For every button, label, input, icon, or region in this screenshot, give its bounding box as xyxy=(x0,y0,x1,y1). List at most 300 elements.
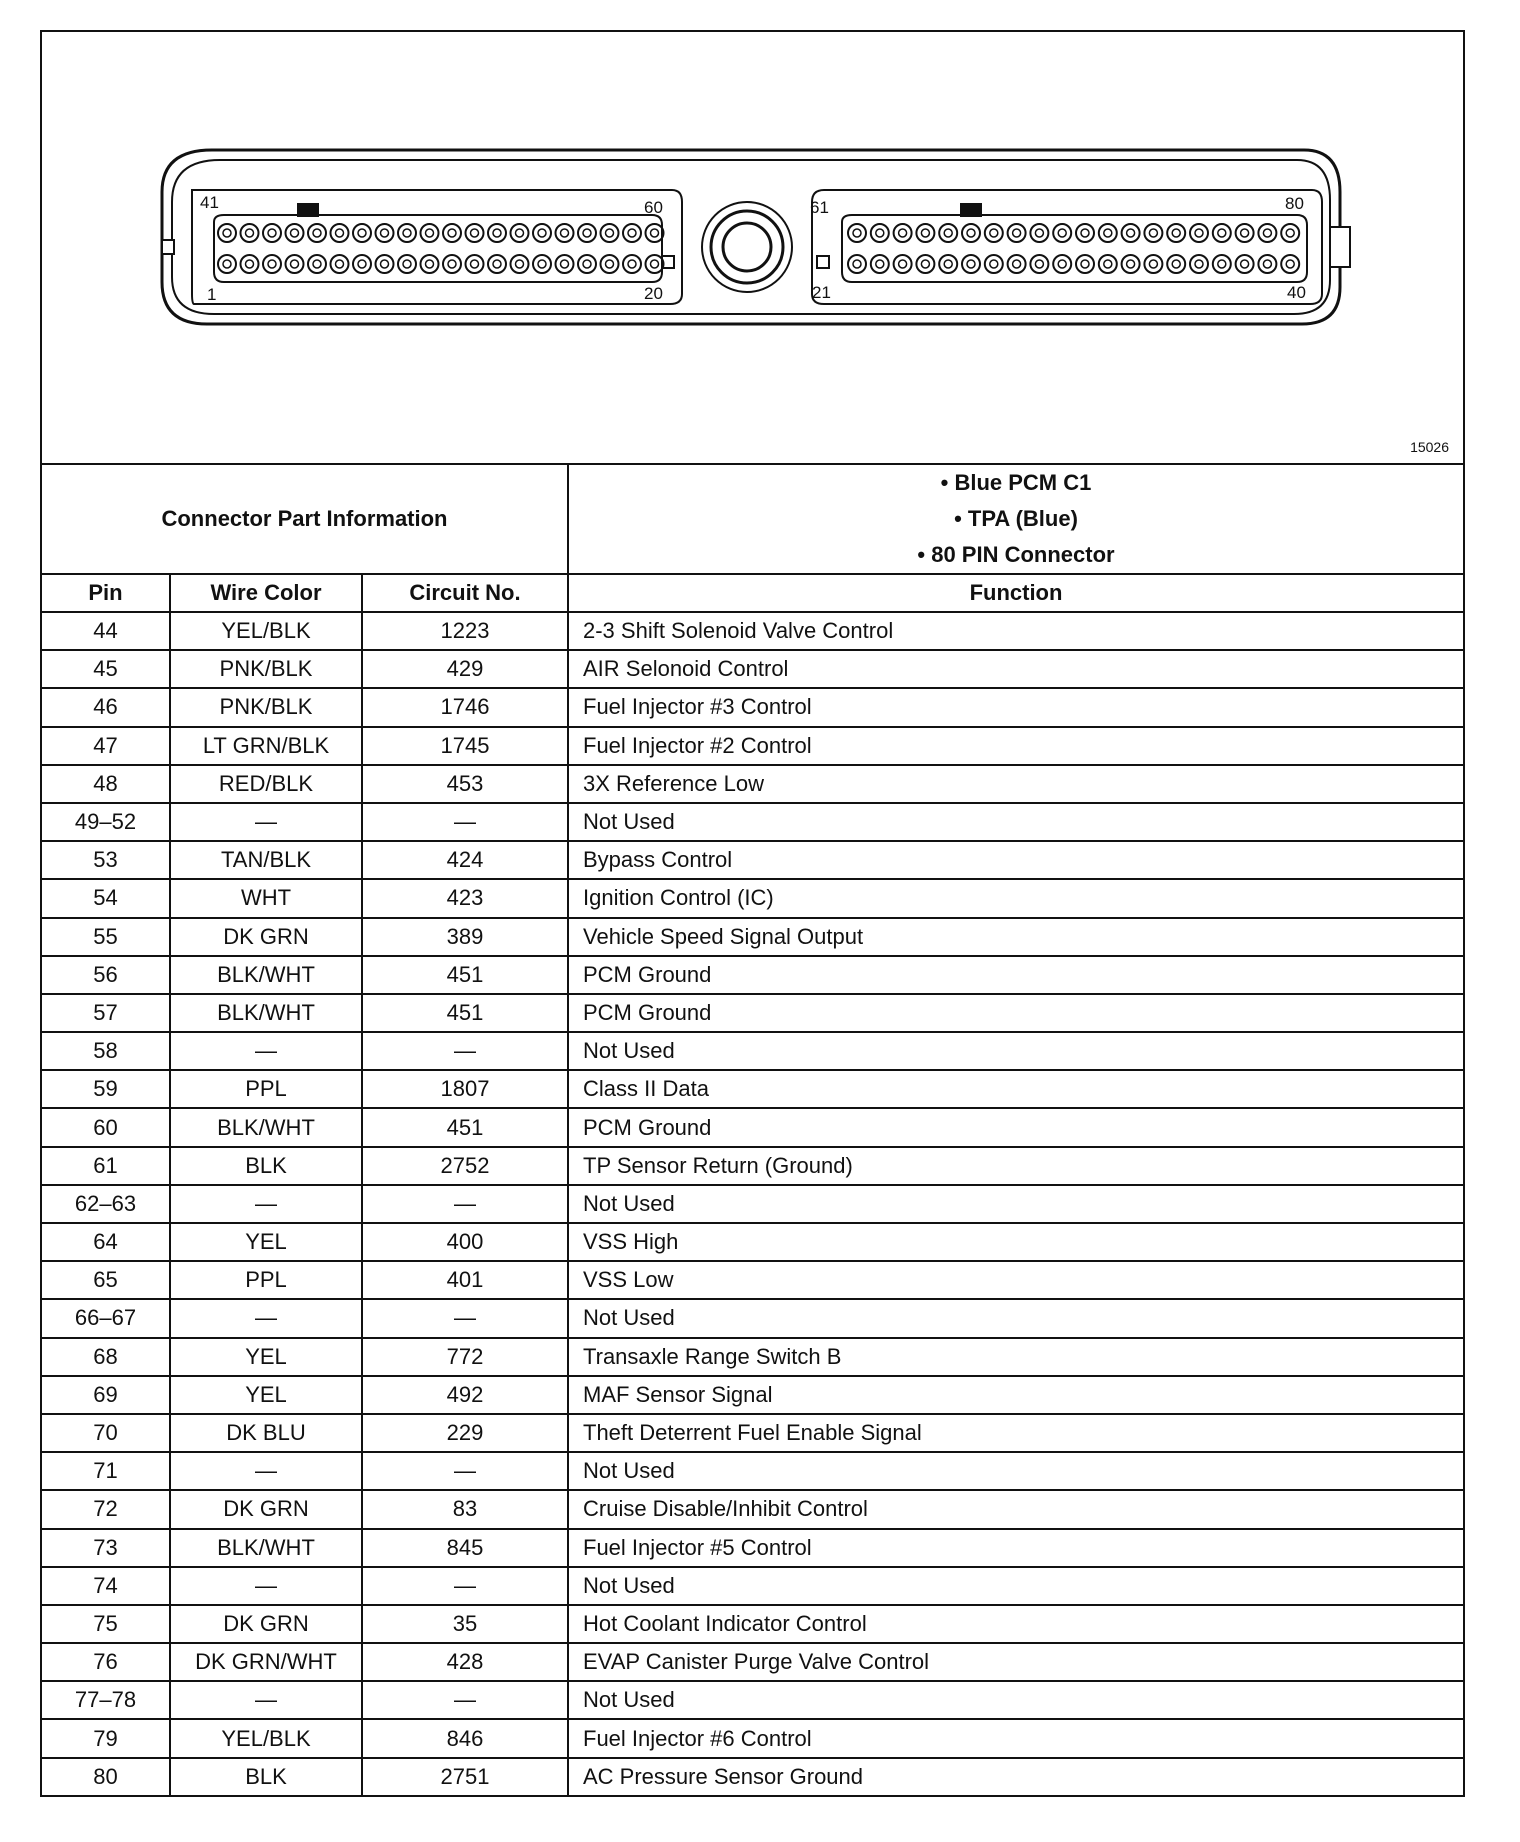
pin-cell: 48 xyxy=(42,765,170,803)
pin-cell: 68 xyxy=(42,1338,170,1376)
pin-hole-center xyxy=(628,229,636,237)
pin-hole-center xyxy=(1195,229,1203,237)
pin-cell: 60 xyxy=(42,1108,170,1146)
function-cell: Vehicle Speed Signal Output xyxy=(568,918,1463,956)
wire-color-cell: YEL xyxy=(170,1338,362,1376)
pin-hole-center xyxy=(246,229,254,237)
pin-hole-center xyxy=(853,229,861,237)
pin-hole-78 xyxy=(1236,224,1254,242)
pin-hole-center xyxy=(1058,260,1066,268)
pin-cell: 55 xyxy=(42,918,170,956)
pin-hole-45 xyxy=(308,224,326,242)
pin-hole-center xyxy=(493,260,501,268)
pin-hole-center xyxy=(1241,229,1249,237)
pin-hole-1 xyxy=(218,255,236,273)
pin-hole-center xyxy=(1058,229,1066,237)
pin-hole-center xyxy=(1218,229,1226,237)
table-row xyxy=(42,1414,1463,1452)
pin-hole-46 xyxy=(331,224,349,242)
table-row xyxy=(42,1681,1463,1719)
circuit-cell: 1745 xyxy=(362,727,568,765)
circuit-cell: 400 xyxy=(362,1223,568,1261)
pin-cell: 76 xyxy=(42,1643,170,1681)
pin-hole-25 xyxy=(939,255,957,273)
pin-cell: 46 xyxy=(42,688,170,726)
function-cell: Bypass Control xyxy=(568,841,1463,879)
pin-hole-49 xyxy=(398,224,416,242)
pin-hole-37 xyxy=(1213,255,1231,273)
circuit-cell: 451 xyxy=(362,956,568,994)
pin-cell: 58 xyxy=(42,1032,170,1070)
pin-hole-center xyxy=(358,229,366,237)
pin-cell: 53 xyxy=(42,841,170,879)
circuit-cell: 423 xyxy=(362,879,568,917)
pin-hole-17 xyxy=(578,255,596,273)
part-info-detail: • Blue PCM C1 xyxy=(940,470,1092,495)
wire-color-cell: YEL/BLK xyxy=(170,1719,362,1757)
pin-hole-center xyxy=(426,229,434,237)
pin-cell: 75 xyxy=(42,1605,170,1643)
pin-hole-62 xyxy=(871,224,889,242)
pin-cell: 71 xyxy=(42,1452,170,1490)
pin-hole-53 xyxy=(488,224,506,242)
pin-label-41: 41 xyxy=(200,193,219,212)
pin-hole-center xyxy=(1241,260,1249,268)
pin-hole-center xyxy=(291,260,299,268)
pin-hole-69 xyxy=(1030,224,1048,242)
pin-hole-center xyxy=(944,229,952,237)
pin-hole-center xyxy=(403,229,411,237)
pin-hole-30 xyxy=(1053,255,1071,273)
pin-hole-center xyxy=(1263,260,1271,268)
pin-hole-11 xyxy=(443,255,461,273)
pin-hole-center xyxy=(876,229,884,237)
header-pin: Pin xyxy=(42,574,170,612)
pin-hole-80 xyxy=(1281,224,1299,242)
pin-cell: 64 xyxy=(42,1223,170,1261)
table-row xyxy=(42,1490,1463,1528)
function-cell: AC Pressure Sensor Ground xyxy=(568,1758,1463,1795)
pin-hole-center xyxy=(1081,260,1089,268)
function-cell: EVAP Canister Purge Valve Control xyxy=(568,1643,1463,1681)
function-cell: MAF Sensor Signal xyxy=(568,1376,1463,1414)
function-cell: 3X Reference Low xyxy=(568,765,1463,803)
function-cell: Cruise Disable/Inhibit Control xyxy=(568,1490,1463,1528)
circuit-cell: — xyxy=(362,1185,568,1223)
table-row xyxy=(42,1758,1463,1795)
pin-cell: 49–52 xyxy=(42,803,170,841)
pin-label-21: 21 xyxy=(812,283,831,302)
pin-hole-center xyxy=(944,260,952,268)
wire-color-cell: RED/BLK xyxy=(170,765,362,803)
circuit-cell: 772 xyxy=(362,1338,568,1376)
pin-hole-33 xyxy=(1122,255,1140,273)
circuit-cell: — xyxy=(362,1567,568,1605)
part-info-detail: • TPA (Blue) xyxy=(954,506,1078,531)
header-wire-color: Wire Color xyxy=(170,574,362,612)
wire-color-cell: DK BLU xyxy=(170,1414,362,1452)
function-cell: Ignition Control (IC) xyxy=(568,879,1463,917)
wire-color-cell: — xyxy=(170,803,362,841)
pin-hole-center xyxy=(967,229,975,237)
pin-hole-center xyxy=(268,229,276,237)
pin-hole-65 xyxy=(939,224,957,242)
pin-hole-center xyxy=(1149,260,1157,268)
pin-hole-13 xyxy=(488,255,506,273)
pin-hole-center xyxy=(538,260,546,268)
table-row xyxy=(42,1643,1463,1681)
pin-cell: 73 xyxy=(42,1529,170,1567)
table-row xyxy=(42,612,1463,650)
function-cell: Fuel Injector #2 Control xyxy=(568,727,1463,765)
table-body xyxy=(42,612,1463,1795)
table-row xyxy=(42,1452,1463,1490)
pin-hole-center xyxy=(268,260,276,268)
wire-color-cell: YEL xyxy=(170,1376,362,1414)
pin-cell: 44 xyxy=(42,612,170,650)
table-row xyxy=(42,727,1463,765)
pin-cell: 62–63 xyxy=(42,1185,170,1223)
pin-row-21-40 xyxy=(848,255,1299,273)
pin-cell: 59 xyxy=(42,1070,170,1108)
wire-color-cell: BLK/WHT xyxy=(170,1529,362,1567)
pin-hole-79 xyxy=(1258,224,1276,242)
table-row xyxy=(42,1338,1463,1376)
pin-hole-58 xyxy=(601,224,619,242)
table-row xyxy=(42,1605,1463,1643)
pin-hole-38 xyxy=(1236,255,1254,273)
figure-number: 15026 xyxy=(1410,439,1449,455)
table-row xyxy=(42,918,1463,956)
pin-hole-center xyxy=(1127,260,1135,268)
pin-hole-42 xyxy=(241,224,259,242)
table-row xyxy=(42,1032,1463,1070)
left-key-tab xyxy=(297,203,319,217)
function-cell: Not Used xyxy=(568,1681,1463,1719)
circuit-cell: 1746 xyxy=(362,688,568,726)
circuit-cell: 429 xyxy=(362,650,568,688)
circuit-cell: 846 xyxy=(362,1719,568,1757)
wire-color-cell: DK GRN xyxy=(170,918,362,956)
pin-hole-center xyxy=(336,260,344,268)
pin-hole-center xyxy=(381,260,389,268)
pin-hole-77 xyxy=(1213,224,1231,242)
pin-hole-57 xyxy=(578,224,596,242)
function-cell: Hot Coolant Indicator Control xyxy=(568,1605,1463,1643)
pin-hole-54 xyxy=(511,224,529,242)
wire-color-cell: PPL xyxy=(170,1261,362,1299)
pin-hole-center xyxy=(921,229,929,237)
circuit-cell: 401 xyxy=(362,1261,568,1299)
pin-hole-center xyxy=(381,229,389,237)
pin-hole-center xyxy=(313,260,321,268)
pin-hole-68 xyxy=(1008,224,1026,242)
function-cell: Theft Deterrent Fuel Enable Signal xyxy=(568,1414,1463,1452)
table-row xyxy=(42,1108,1463,1146)
pin-hole-center xyxy=(899,229,907,237)
part-info-detail: • 80 PIN Connector xyxy=(917,542,1115,567)
header-circuit: Circuit No. xyxy=(362,574,568,612)
function-cell: Not Used xyxy=(568,803,1463,841)
pin-hole-44 xyxy=(286,224,304,242)
table-row xyxy=(42,765,1463,803)
connector-face-drawing xyxy=(42,32,1463,463)
wire-color-cell: PPL xyxy=(170,1070,362,1108)
pin-hole-center xyxy=(1218,260,1226,268)
pin-hole-61 xyxy=(848,224,866,242)
pin-hole-47 xyxy=(353,224,371,242)
circuit-cell: 229 xyxy=(362,1414,568,1452)
table-header-row xyxy=(42,574,1463,612)
pin-hole-70 xyxy=(1053,224,1071,242)
connector-sheet xyxy=(40,30,1465,1797)
table-row xyxy=(42,1529,1463,1567)
pin-hole-24 xyxy=(916,255,934,273)
circuit-cell: 1807 xyxy=(362,1070,568,1108)
pin-hole-center xyxy=(291,229,299,237)
pin-hole-67 xyxy=(985,224,1003,242)
function-cell: PCM Ground xyxy=(568,956,1463,994)
pin-cell: 72 xyxy=(42,1490,170,1528)
pin-cell: 54 xyxy=(42,879,170,917)
pin-hole-center xyxy=(583,260,591,268)
pin-row-41-60 xyxy=(218,224,664,242)
wire-color-cell: BLK/WHT xyxy=(170,994,362,1032)
pin-label-61: 61 xyxy=(810,198,829,217)
pin-hole-5 xyxy=(308,255,326,273)
wire-color-cell: DK GRN xyxy=(170,1490,362,1528)
wire-color-cell: DK GRN xyxy=(170,1605,362,1643)
pin-hole-3 xyxy=(263,255,281,273)
pin-hole-48 xyxy=(376,224,394,242)
pin-hole-center xyxy=(1195,260,1203,268)
pin-hole-29 xyxy=(1030,255,1048,273)
pin-hole-center xyxy=(967,260,975,268)
pin-hole-35 xyxy=(1167,255,1185,273)
pin-hole-center xyxy=(1013,260,1021,268)
pin-label-20: 20 xyxy=(644,284,663,303)
table-row xyxy=(42,650,1463,688)
pin-hole-center xyxy=(651,229,659,237)
pin-cell: 79 xyxy=(42,1719,170,1757)
pin-hole-center xyxy=(606,260,614,268)
pin-hole-center xyxy=(471,260,479,268)
pin-hole-center xyxy=(1081,229,1089,237)
circuit-cell: 492 xyxy=(362,1376,568,1414)
pin-hole-4 xyxy=(286,255,304,273)
pin-cell: 45 xyxy=(42,650,170,688)
pin-hole-64 xyxy=(916,224,934,242)
connector-diagram xyxy=(42,32,1463,465)
function-cell: Not Used xyxy=(568,1185,1463,1223)
pin-hole-27 xyxy=(985,255,1003,273)
pin-hole-63 xyxy=(894,224,912,242)
pin-row-61-80 xyxy=(848,224,1299,242)
pin-cell: 57 xyxy=(42,994,170,1032)
table-row xyxy=(42,1376,1463,1414)
wire-color-cell: BLK xyxy=(170,1758,362,1795)
pin-hole-center xyxy=(651,260,659,268)
part-info-row xyxy=(42,465,1463,574)
table-row xyxy=(42,1147,1463,1185)
pin-hole-23 xyxy=(894,255,912,273)
table-row xyxy=(42,879,1463,917)
circuit-cell: 428 xyxy=(362,1643,568,1681)
connector-pinout-table xyxy=(42,465,1463,1795)
circuit-cell: 845 xyxy=(362,1529,568,1567)
function-cell: Not Used xyxy=(568,1452,1463,1490)
function-cell: Fuel Injector #3 Control xyxy=(568,688,1463,726)
table-row xyxy=(42,1185,1463,1223)
wire-color-cell: — xyxy=(170,1567,362,1605)
pin-cell: 47 xyxy=(42,727,170,765)
pin-hole-center xyxy=(1127,229,1135,237)
pin-cell: 70 xyxy=(42,1414,170,1452)
part-info-label: Connector Part Information xyxy=(42,465,568,574)
function-cell: 2-3 Shift Solenoid Valve Control xyxy=(568,612,1463,650)
pin-hole-60 xyxy=(646,224,664,242)
pin-cell: 56 xyxy=(42,956,170,994)
pin-hole-center xyxy=(921,260,929,268)
pin-hole-55 xyxy=(533,224,551,242)
pin-hole-31 xyxy=(1076,255,1094,273)
circuit-cell: 35 xyxy=(362,1605,568,1643)
pin-hole-center xyxy=(223,229,231,237)
pin-hole-center xyxy=(516,229,524,237)
pin-hole-9 xyxy=(398,255,416,273)
pin-hole-center xyxy=(853,260,861,268)
pin-hole-51 xyxy=(443,224,461,242)
pin-hole-43 xyxy=(263,224,281,242)
pin-hole-52 xyxy=(466,224,484,242)
wire-color-cell: — xyxy=(170,1299,362,1337)
wire-color-cell: — xyxy=(170,1032,362,1070)
pin-hole-center xyxy=(358,260,366,268)
pin-cell: 69 xyxy=(42,1376,170,1414)
function-cell: PCM Ground xyxy=(568,994,1463,1032)
pin-hole-21 xyxy=(848,255,866,273)
circuit-cell: 2752 xyxy=(362,1147,568,1185)
pin-hole-26 xyxy=(962,255,980,273)
function-cell: PCM Ground xyxy=(568,1108,1463,1146)
pin-hole-center xyxy=(493,229,501,237)
table-row xyxy=(42,688,1463,726)
pin-hole-center xyxy=(1035,229,1043,237)
function-cell: Not Used xyxy=(568,1299,1463,1337)
pin-hole-center xyxy=(223,260,231,268)
pin-hole-center xyxy=(990,229,998,237)
circuit-cell: — xyxy=(362,1452,568,1490)
pin-hole-22 xyxy=(871,255,889,273)
pin-hole-center xyxy=(606,229,614,237)
pin-label-80: 80 xyxy=(1285,194,1304,213)
function-cell: Transaxle Range Switch B xyxy=(568,1338,1463,1376)
right-key-tab xyxy=(960,203,982,217)
pin-hole-15 xyxy=(533,255,551,273)
table-row xyxy=(42,803,1463,841)
pin-hole-75 xyxy=(1167,224,1185,242)
table-row xyxy=(42,1223,1463,1261)
pin-label-40: 40 xyxy=(1287,283,1306,302)
pin-hole-20 xyxy=(646,255,664,273)
pin-hole-center xyxy=(561,260,569,268)
pin-hole-28 xyxy=(1008,255,1026,273)
pin-hole-14 xyxy=(511,255,529,273)
wire-color-cell: TAN/BLK xyxy=(170,841,362,879)
function-cell: VSS High xyxy=(568,1223,1463,1261)
pin-hole-center xyxy=(1286,229,1294,237)
part-info-details xyxy=(568,465,1463,574)
pin-hole-2 xyxy=(241,255,259,273)
header-function: Function xyxy=(568,574,1463,612)
pin-hole-6 xyxy=(331,255,349,273)
pin-hole-center xyxy=(1035,260,1043,268)
pin-hole-center xyxy=(876,260,884,268)
wire-color-cell: DK GRN/WHT xyxy=(170,1643,362,1681)
circuit-cell: 2751 xyxy=(362,1758,568,1795)
wire-color-cell: YEL/BLK xyxy=(170,612,362,650)
pin-hole-center xyxy=(561,229,569,237)
circuit-cell: 451 xyxy=(362,994,568,1032)
function-cell: TP Sensor Return (Ground) xyxy=(568,1147,1463,1185)
pin-hole-66 xyxy=(962,224,980,242)
pin-cell: 77–78 xyxy=(42,1681,170,1719)
pin-hole-18 xyxy=(601,255,619,273)
pin-hole-76 xyxy=(1190,224,1208,242)
wire-color-cell: BLK xyxy=(170,1147,362,1185)
wire-color-cell: BLK/WHT xyxy=(170,956,362,994)
pin-hole-12 xyxy=(466,255,484,273)
circuit-cell: 389 xyxy=(362,918,568,956)
pin-label-1: 1 xyxy=(207,285,217,304)
pin-hole-39 xyxy=(1258,255,1276,273)
pin-hole-32 xyxy=(1099,255,1117,273)
pin-hole-center xyxy=(628,260,636,268)
function-cell: Class II Data xyxy=(568,1070,1463,1108)
pin-hole-center xyxy=(899,260,907,268)
pin-cell: 65 xyxy=(42,1261,170,1299)
circuit-cell: — xyxy=(362,803,568,841)
pin-hole-74 xyxy=(1144,224,1162,242)
function-cell: Not Used xyxy=(568,1567,1463,1605)
pin-hole-36 xyxy=(1190,255,1208,273)
pin-hole-center xyxy=(448,260,456,268)
wire-color-cell: PNK/BLK xyxy=(170,688,362,726)
pin-hole-center xyxy=(426,260,434,268)
pin-cell: 74 xyxy=(42,1567,170,1605)
pin-hole-center xyxy=(1172,260,1180,268)
function-cell: Fuel Injector #6 Control xyxy=(568,1719,1463,1757)
pin-hole-19 xyxy=(623,255,641,273)
wire-color-cell: — xyxy=(170,1185,362,1223)
table-row xyxy=(42,956,1463,994)
wire-color-cell: WHT xyxy=(170,879,362,917)
wire-color-cell: — xyxy=(170,1681,362,1719)
pin-cell: 80 xyxy=(42,1758,170,1795)
pin-hole-center xyxy=(990,260,998,268)
pin-hole-8 xyxy=(376,255,394,273)
pin-hole-center xyxy=(538,229,546,237)
wire-color-cell: YEL xyxy=(170,1223,362,1261)
circuit-cell: 1223 xyxy=(362,612,568,650)
table-row xyxy=(42,1719,1463,1757)
wire-color-cell: BLK/WHT xyxy=(170,1108,362,1146)
circuit-cell: 453 xyxy=(362,765,568,803)
table-row xyxy=(42,994,1463,1032)
pin-hole-center xyxy=(516,260,524,268)
pin-hole-10 xyxy=(421,255,439,273)
pin-hole-center xyxy=(336,229,344,237)
